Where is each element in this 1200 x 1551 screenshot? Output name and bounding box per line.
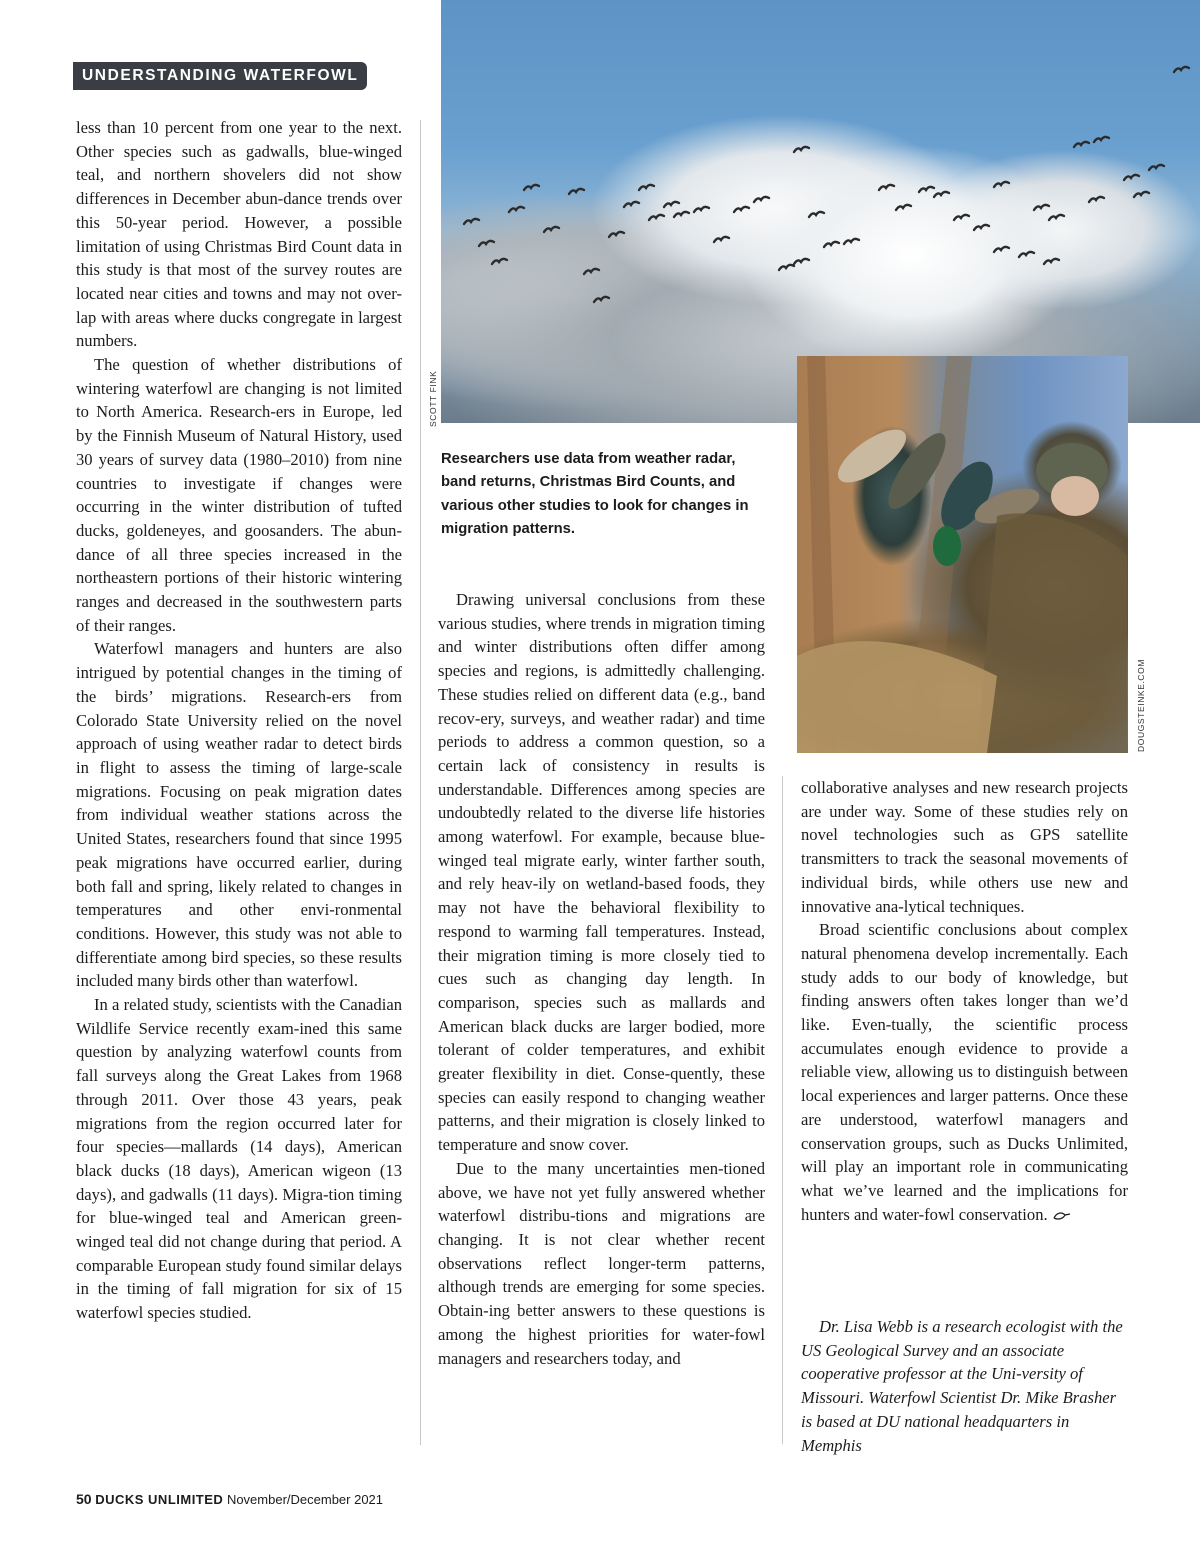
flying-duck-icon: [974, 225, 989, 230]
hunter-with-mallards-photo: [797, 356, 1128, 753]
flying-duck-icon: [879, 185, 894, 190]
bio-text: Dr. Lisa Webb is a research ecologist with the US Geological Survey and an associate cooperative professor at the Uni-versity of Missouri. Waterfowl Scientist Dr. Mike Brasher is based at DU national headquarters in Memphis: [801, 1317, 1123, 1455]
flying-duck-icon: [639, 185, 654, 190]
flying-duck-icon: [509, 207, 524, 212]
author-bio: [801, 1315, 1128, 1457]
paragraph-text: Broad scientific conclusions about complex natural phenomena develop incrementally. Each study adds to our body of knowledge, but finding answers often takes longer than we’d like. Even-tually, the scientific process accumulates enough evidence to provide a reliable view, allowing us to distinguish between local experiences and larger patterns. Once these are understood, waterfowl managers and conservation groups, such as Ducks Unlimited, will play an important role in communicating what we’ve learned and the implications for hunters and water-fowl conservation.: [801, 920, 1128, 1224]
photo-credit-hunter: DOUGSTEINKE.COM: [1136, 658, 1146, 752]
flying-duck-icon: [1094, 137, 1109, 142]
article-column-3: [801, 776, 1128, 1226]
flying-duck-icon: [664, 202, 679, 207]
paragraph: Waterfowl managers and hunters are also intrigued by potential changes in the timing of the birds’ migrations. Research-ers from Colorado State University relied on the novel approach of using weather radar to detect birds in flight to assess the timing of large-scale migrations. Focusing on peak migration dates from individual weather stations across the United States, researchers found that since 1995 peak migrations have occurred earlier, during both fall and spring, likely related to changes in temperatures and other envi-ronmental conditions. However, this study was not able to differentiate among bird species, so these results included many birds other than waterfowl.: [76, 639, 402, 991]
flying-duck-icon: [1074, 142, 1089, 147]
paragraph: less than 10 percent from one year to the next. Other species such as gadwalls, blue-winged teal, and northern shovelers did not show differences in December abun-dance trends over this 50-year period. However, a possible limitation of using Christmas Bird Count data in this study is that most of the survey routes are located near cities and towns and may not over-lap with areas where ducks congregate in largest numbers.: [76, 118, 402, 351]
flying-duck-icon: [1089, 197, 1104, 202]
article-column-1: [76, 116, 402, 1325]
paragraph: In a related study, scientists with the Canadian Wildlife Service recently exam-ined this same question by analyzing waterfowl counts from fall surveys along the Great Lakes from 1968 through 2011. Over those 43 years, peak migrations from the region occurred later for four species—mallards (14 days), American black ducks (18 days), American wigeon (13 days), and gadwalls (11 days). Migra-tion timing for blue-winged teal and American green-winged teal did not change during that period. A comparable European study found similar delays in the timing of fall migration for six of 15 waterfowl species studied.: [76, 995, 402, 1323]
flying-duck-icon: [896, 205, 911, 210]
flying-duck-icon: [754, 197, 769, 202]
flying-duck-icon: [1149, 165, 1164, 170]
paragraph: Drawing universal conclusions from these various studies, where trends in migration timing and winter distributions often differ among species and regions, is admittedly challenging. These studies relied on different data (e.g., band recov-ery, surveys, and weather radar) and time periods to address a common question, so a certain lack of consistency in results is understandable. Differences among species are undoubtedly related to the diverse life histories among waterfowl. For example, because blue-winged teal migrate early, winter farther south, and rely heav-ily on wetland-based foods, they may not have the behavioral flexibility to respond to warming fall temperatures. Instead, their migration timing is more closely tied to cues such as changing day length. In comparison, species such as mallards and American black ducks are larger bodied, more tolerant of colder temperatures, and exhibit greater flexibility in diet. Conse-quently, these species can easily respond to changing weather patterns, and their migration is closely linked to temperature and snow cover.: [438, 590, 765, 1155]
paragraph: Due to the many uncertainties men-tioned above, we have not yet fully answered whether waterfowl distribu-tions and migrations are changing. It is not clear whether recent observations reflect longer-term patterns, although trends are emerging for some species. Obtain-ing better answers to these questions is among the highest priorities for water-fowl managers and researchers today, and: [438, 1158, 765, 1368]
flying-duck-icon: [809, 212, 824, 217]
flying-duck-icon: [694, 207, 709, 212]
flying-duck-icon: [464, 219, 479, 224]
flying-duck-icon: [492, 259, 507, 264]
flying-duck-icon: [794, 259, 809, 264]
flying-duck-icon: [1174, 67, 1189, 72]
flying-duck-icon: [1049, 215, 1064, 220]
flying-duck-icon: [594, 297, 609, 302]
flying-duck-icon: [734, 207, 749, 212]
flying-duck-icon: [934, 192, 949, 197]
flying-duck-icon: [994, 182, 1009, 187]
page-number: 50: [76, 1491, 92, 1507]
photo-credit-sky: SCOTT FINK: [428, 370, 438, 427]
paragraph: The question of whether distributions of wintering waterfowl are changing is not limited to North America. Research-ers in Europe, led by the Finnish Museum of Natural History, used 30 years of survey data (1980–2010) from nine countries to investigate if changes were occurring in the winter distribution of tufted ducks, goldeneyes, and goosanders. The abun-dance of all three species increased in the northeastern portions of their historic wintering ranges and decreased in the southwestern parts of their ranges.: [76, 355, 402, 635]
issue-date: November/December 2021: [226, 1492, 384, 1507]
flying-duck-icon: [1124, 175, 1139, 180]
flying-duck-icon: [824, 242, 839, 247]
duck-endmark-icon: [1052, 1209, 1072, 1221]
article-column-2: [438, 588, 765, 1370]
flying-duck-icon: [794, 147, 809, 152]
paragraph: collaborative analyses and new research projects are under way. Some of these studies rely on novel technologies such as GPS satellite transmitters to track the seasonal movements of individual birds, while others use new and innovative ana-lytical techniques.: [801, 778, 1128, 916]
page-footer: [76, 1491, 383, 1507]
flying-duck-icon: [1019, 252, 1034, 257]
flying-duck-icon: [994, 247, 1009, 252]
flying-duck-icon: [919, 187, 934, 192]
column-rule-1: [420, 120, 421, 1445]
flying-duck-icon: [584, 269, 599, 274]
flying-duck-icon: [674, 212, 689, 217]
flying-duck-icon: [479, 241, 494, 246]
flying-duck-icon: [609, 232, 624, 237]
flying-duck-icon: [954, 215, 969, 220]
section-tag: UNDERSTANDING WATERFOWL: [73, 62, 367, 90]
column-rule-2: [782, 776, 783, 1444]
flying-duck-icon: [844, 239, 859, 244]
magazine-name: DUCKS UNLIMITED: [95, 1492, 224, 1507]
flying-duck-icon: [624, 202, 639, 207]
photo-caption: Researchers use data from weather radar, band returns, Christmas Bird Counts, and various other studies to look for changes in migration patterns.: [441, 451, 749, 537]
flying-duck-icon: [524, 185, 539, 190]
flying-duck-icon: [1034, 205, 1049, 210]
flying-duck-icon: [779, 265, 794, 270]
flying-duck-icon: [569, 189, 584, 194]
flying-duck-icon: [649, 215, 664, 220]
flying-duck-icon: [544, 227, 559, 232]
flying-duck-icon: [1044, 259, 1059, 264]
paragraph: [801, 918, 1128, 1226]
flying-duck-icon: [1134, 192, 1149, 197]
flying-duck-icon: [714, 237, 729, 242]
hunter-scene: [797, 356, 1128, 753]
